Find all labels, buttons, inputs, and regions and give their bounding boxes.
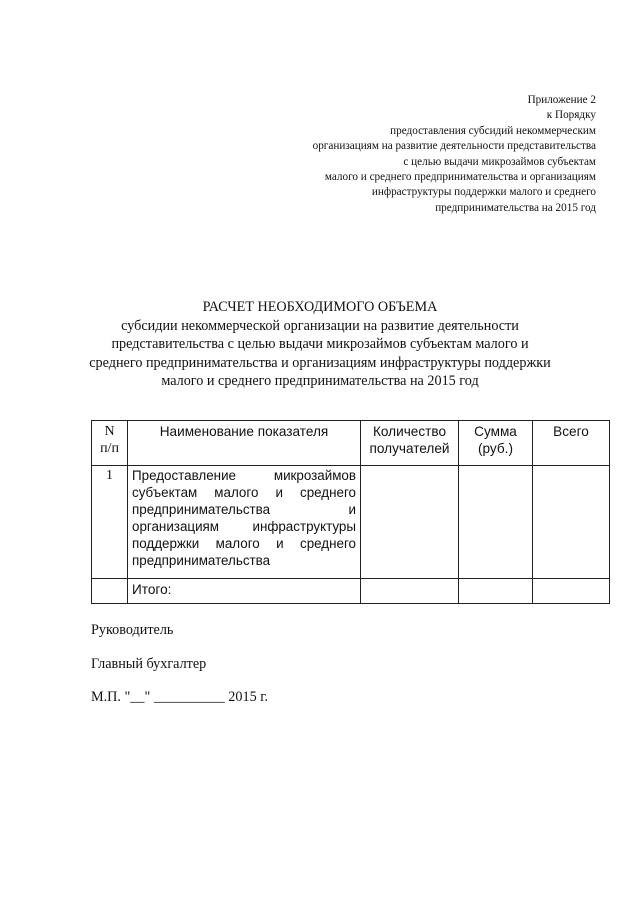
total-num xyxy=(92,579,128,604)
header-num: N п/п xyxy=(92,421,128,466)
signature-chief-accountant: Главный бухгалтер xyxy=(91,656,207,672)
document-title xyxy=(80,298,560,391)
title-line: среднего предпринимательства и организациям инфраструктуры поддержки xyxy=(89,354,551,371)
table-total-row xyxy=(92,579,610,604)
total-count xyxy=(361,579,459,604)
table-row xyxy=(92,466,610,579)
row-name: Предоставление микрозаймов субъектам малого и среднего предпринимательства и организациям инфраструктуры поддержки малого и среднего предпринимательства xyxy=(128,466,361,579)
row-count xyxy=(361,466,459,579)
title-line: малого и среднего предпринимательства на 2015 год xyxy=(161,373,479,390)
title-line: РАСЧЕТ НЕОБХОДИМОГО ОБЪЕМА xyxy=(202,299,438,315)
appendix-line: предоставления субсидий некоммерческим xyxy=(390,124,596,137)
appendix-line: Приложение 2 xyxy=(527,94,596,106)
total-sum xyxy=(459,579,533,604)
title-line: представительства с целью выдачи микрозаймов субъектам малого и xyxy=(111,336,529,353)
appendix-line: организациям на развитие деятельности представительства xyxy=(312,140,596,153)
appendix-line: с целью выдачи микрозаймов субъектам xyxy=(403,155,596,168)
header-sum: Сумма (руб.) xyxy=(459,421,533,466)
appendix-header xyxy=(196,93,596,216)
row-num: 1 xyxy=(92,466,128,579)
header-total: Всего xyxy=(533,421,610,466)
appendix-line: малого и среднего предпринимательства и организациям xyxy=(324,171,596,184)
row-total xyxy=(533,466,610,579)
title-line: субсидии некоммерческой организации на развитие деятельности xyxy=(121,317,519,334)
total-total xyxy=(533,579,610,604)
appendix-line: инфраструктуры поддержки малого и среднего xyxy=(371,186,596,199)
appendix-line: к Порядку xyxy=(546,109,596,122)
calculation-table xyxy=(91,420,610,604)
header-name: Наименование показателя xyxy=(128,421,361,466)
total-label: Итого: xyxy=(128,579,361,604)
table-header-row xyxy=(92,421,610,466)
header-count: Количество получателей xyxy=(361,421,459,466)
signature-head: Руководитель xyxy=(91,622,174,638)
row-sum xyxy=(459,466,533,579)
stamp-date-line: М.П. "__" __________ 2015 г. xyxy=(91,689,268,705)
appendix-line: предпринимательства на 2015 год xyxy=(435,201,596,214)
